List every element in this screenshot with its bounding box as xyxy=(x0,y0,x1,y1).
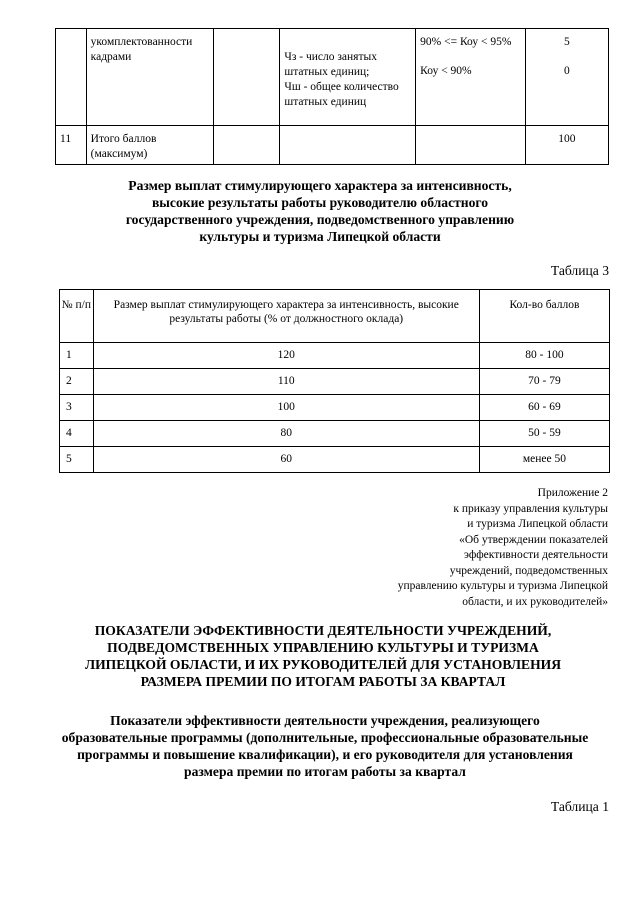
score-range: 70 - 79 xyxy=(479,369,609,395)
criteria-line: 90% <= Коу < 95% xyxy=(420,36,512,48)
payment-value: 60 xyxy=(93,447,479,473)
appendix-line: учреждений, подведомственных xyxy=(449,564,608,577)
table-row xyxy=(60,395,610,421)
table-row xyxy=(60,447,610,473)
appendix-line: Приложение 2 xyxy=(537,487,608,499)
row-number: 5 xyxy=(60,447,94,473)
continued-indicators-table xyxy=(55,28,609,165)
table-row xyxy=(60,369,610,395)
score-value: 0 xyxy=(563,65,570,77)
appendix-line: эффективности деятельности xyxy=(463,549,608,561)
table-3 xyxy=(59,289,610,473)
row-number: 1 xyxy=(60,343,94,369)
table-row xyxy=(56,29,609,126)
row-number: 4 xyxy=(60,421,94,447)
table-row xyxy=(56,126,609,165)
appendix-line: и туризма Липецкой области xyxy=(467,518,608,530)
row-number: 3 xyxy=(60,395,94,421)
payment-value: 100 xyxy=(93,395,479,421)
table-cell xyxy=(214,29,280,126)
table-header-row xyxy=(60,290,610,343)
table-row xyxy=(60,421,610,447)
table-cell xyxy=(416,126,526,165)
indicator-name-cell: укомплектованности кадрами xyxy=(86,29,213,126)
table3-label: Таблица 3 xyxy=(550,263,609,278)
table-row xyxy=(60,343,610,369)
appendix-line: области, и их руководителей» xyxy=(462,595,608,608)
criteria-cell xyxy=(416,29,526,126)
row-number: 2 xyxy=(60,369,94,395)
payment-value: 80 xyxy=(93,421,479,447)
score-value: 5 xyxy=(563,36,570,48)
header-cell-payment: Размер выплат стимулирующего характера за интенсивность, высокие результаты работы (% от должностного оклада) xyxy=(93,290,479,343)
header-cell-score: Кол-во баллов xyxy=(479,290,609,343)
total-score-cell: 100 xyxy=(525,126,608,165)
total-label-cell: Итого баллов (максимум) xyxy=(86,126,213,165)
appendix-line: к приказу управления культуры xyxy=(453,502,608,515)
score-range: менее 50 xyxy=(479,447,609,473)
row-number-cell: 11 xyxy=(56,126,87,165)
formula-line: Чз - число занятых штатных единиц; xyxy=(284,51,377,78)
appendix-line: «Об утверждении показателей xyxy=(459,533,608,546)
appendix-line: управлению культуры и туризма Липецкой xyxy=(397,580,608,592)
payment-value: 120 xyxy=(93,343,479,369)
table1-label: Таблица 1 xyxy=(550,799,609,814)
table-cell xyxy=(56,29,87,126)
score-range: 80 - 100 xyxy=(479,343,609,369)
formula-line: Чш - общее количество штатных единиц xyxy=(284,81,399,108)
payment-value: 110 xyxy=(93,369,479,395)
sub-title: Показатели эффективности деятельности учреждения, реализующего образовательные программы (дополнительные, профессиональные образовательные программы и повышение квалификации), и его руководителя для установления размера премии по итогам работы за квартал xyxy=(61,713,589,779)
section-heading: Размер выплат стимулирующего характера за интенсивность, высокие результаты работы руководителю областного государственного учреждения, подведомственного управлению культуры и туризма Липецкой области xyxy=(125,178,515,244)
criteria-line: Коу < 90% xyxy=(420,65,472,77)
header-cell-number: № п/п xyxy=(60,290,94,343)
appendix-block xyxy=(398,486,608,610)
main-title: ПОКАЗАТЕЛИ ЭФФЕКТИВНОСТИ ДЕЯТЕЛЬНОСТИ УЧРЕЖДЕНИЙ, ПОДВЕДОМСТВЕННЫХ УПРАВЛЕНИЮ КУЛЬТУРЫ И ТУРИЗМА ЛИПЕЦКОЙ ОБЛАСТИ, И ИХ РУКОВОДИТЕЛЕЙ ДЛЯ УСТАНОВЛЕНИЯ РАЗМЕРА ПРЕМИИ ПО ИТОГАМ РАБОТЫ ЗА КВАРТАЛ xyxy=(84,623,562,689)
table-cell xyxy=(214,126,280,165)
score-range: 50 - 59 xyxy=(479,421,609,447)
formula-cell xyxy=(280,29,416,126)
score-range: 60 - 69 xyxy=(479,395,609,421)
score-cell xyxy=(525,29,608,126)
table-cell xyxy=(280,126,416,165)
